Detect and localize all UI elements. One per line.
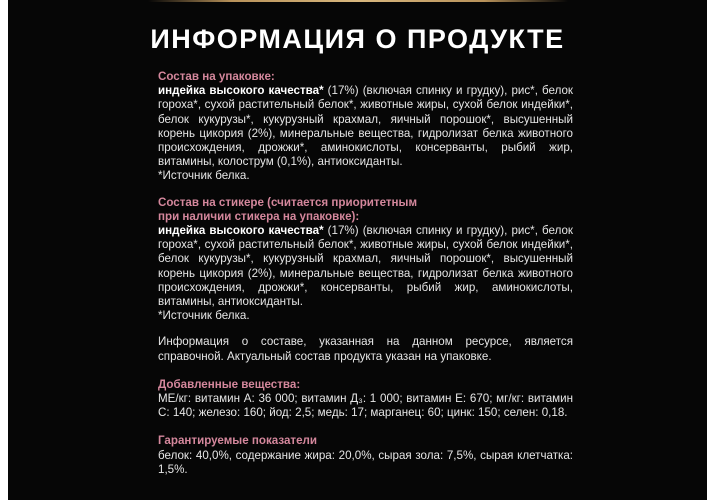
additives-section [158,378,573,421]
content-column [158,70,573,489]
sticker-heading-line1: Состав на стикере (считается приоритетным [158,195,418,209]
guaranteed-section [158,434,573,477]
package-composition [158,70,573,184]
package-text [158,84,573,169]
package-footnote: *Источник белка. [158,169,250,183]
package-lead: индейка высокого качества* [158,84,324,98]
package-heading: Состав на упаковке: [158,70,275,83]
additives-text: МЕ/кг: витамин А: 36 000; витамин Д₃: 1 000; витамин Е: 670; мг/кг: витамин С: 140; железо: 160; йод: 2,5; медь: 17; марганец: 60; цинк: 150; селен: 0,18. [158,392,573,420]
sticker-text [158,224,573,309]
page-title: ИНФОРМАЦИЯ О ПРОДУКТЕ [150,24,565,54]
additives-heading: Добавленные вещества: [158,377,301,391]
sticker-heading-line2: при наличии стикера на упаковке): [158,209,360,223]
product-info-panel [8,0,707,500]
sticker-composition [158,196,573,324]
guaranteed-text: белок: 40,0%, содержание жира: 20,0%, сырая зола: 7,5%, сырая клетчатка: 1,5%. [158,448,573,476]
info-note [158,335,573,363]
sticker-lead: индейка высокого качества* [158,224,324,238]
sticker-heading [158,196,573,224]
sticker-body: (17%) (включая спинку и грудку), рис*, белок гороха*, сухой растительный белок*, животные жиры, сухой белок индейки*, белок кукурузы*, кукурузный крахмал, яичный порошок*, высушенный корень цикория (2%), минеральные вещества, гидролизат белка животного происхождения, дрожжи*, консерванты, рыбий жир, аминокислоты, витамины, антиоксиданты. [158,224,573,309]
info-text: Информация о составе, указанная на данном ресурсе, является справочной. Актуальный состав продукта указан на упаковке. [158,335,573,363]
guaranteed-heading: Гарантируемые показатели [158,434,318,448]
sticker-footnote: *Источник белка. [158,309,250,323]
gold-accent-line [148,0,568,2]
package-body: (17%) (включая спинку и грудку), рис*, белок гороха*, сухой растительный белок*, животные жиры, сухой белок индейки*, белок кукурузы*, кукурузный крахмал, яичный порошок*, высушенный корень цикория (2%), минеральные вещества, гидролизат белка животного происхождения, дрожжи*, аминокислоты, консерванты, рыбий жир, витамины, колострум (0,1%), антиоксиданты. [158,84,573,169]
